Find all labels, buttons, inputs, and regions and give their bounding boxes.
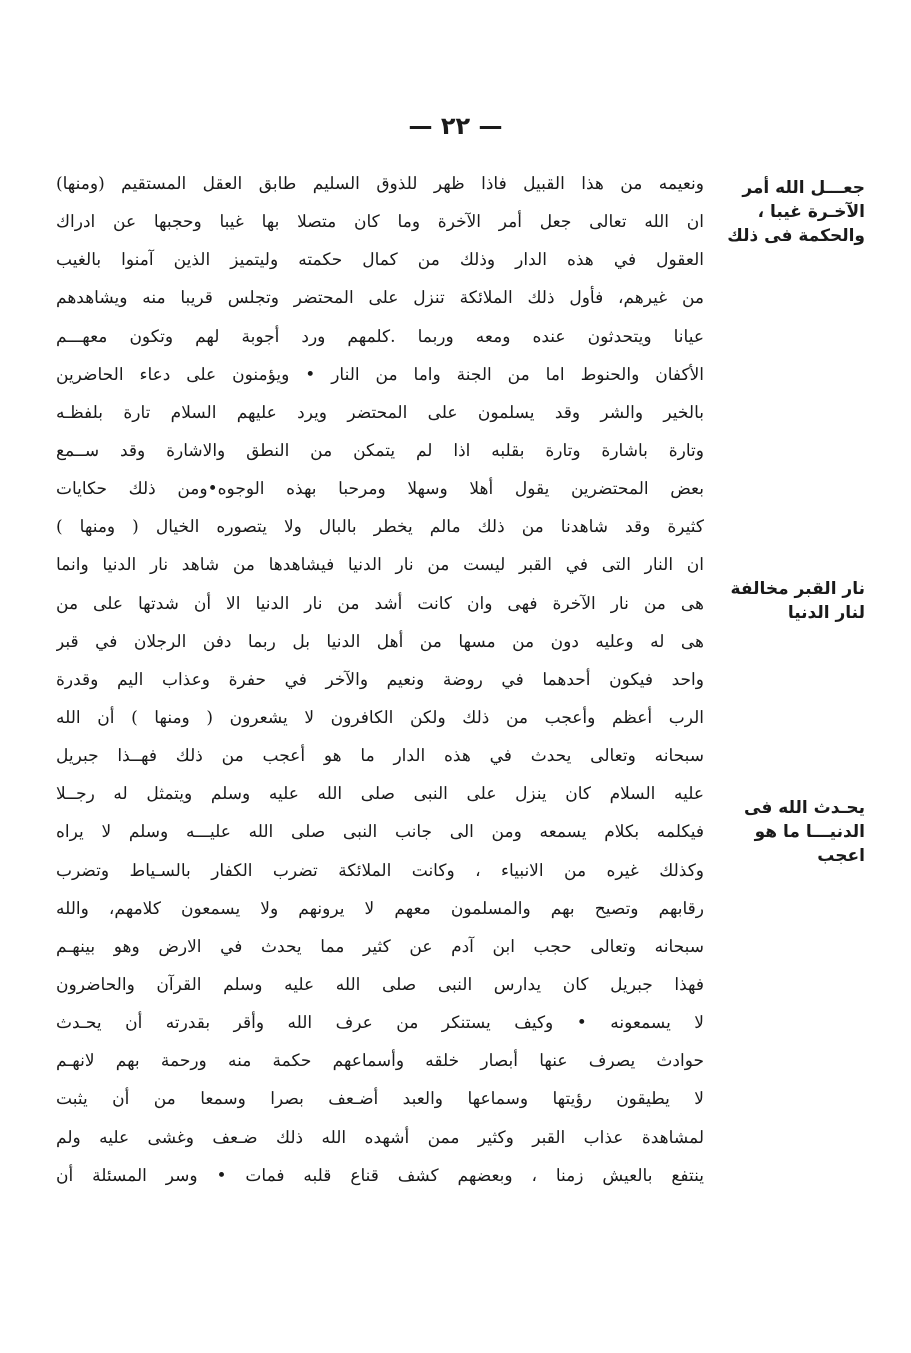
- text-line: لمشاهدة عذاب القبر وكثير ممن أشهده الله ذلك ضـعف وغشى عليه ولم: [56, 1127, 704, 1148]
- body-text: [56, 165, 704, 1195]
- text-line: ينتفع بالعيش زمنا ، وبعضهم كشف قناع قلبه فمات • وسر المسئلة أن: [56, 1165, 704, 1186]
- margin-note-line: اعجب: [817, 846, 865, 866]
- text-line: هى له وعليه دون من مسها من أهل الدنيا بل ربما دفن الرجلان في قبر: [56, 631, 704, 652]
- text-line: الأكفان والحنوط اما من الجنة واما من النار • ويؤمنون على دعاء الحاضرين: [56, 364, 704, 385]
- text-line: هى من نار الآخرة فهى وان كانت أشد من نار الدنيا الا أن شدتها على من: [56, 593, 704, 614]
- text-line: واحد فيكون أحدهما في روضة ونعيم والآخر في حفرة وعذاب اليم وقدرة: [56, 669, 704, 690]
- text-line: رقابهم وتصيح بهم والمسلمون معهم لا يرونهم ولا يسمعون كلامهم، والله: [56, 898, 704, 919]
- text-line: لا يطيقون رؤيتها وسماعها والعبد أضـعف بصرا وسمعا من أن يثبت: [56, 1089, 704, 1110]
- margin-note-afterlife-hidden: [717, 176, 865, 248]
- page-number: — ٢٢ —: [408, 112, 503, 140]
- text-line: الرب أعظم وأعجب من ذلك ولكن الكافرون لا يشعرون ( ومنها ) أن الله: [56, 707, 704, 728]
- text-line: حوادث يصرف عنها أبصار خلقه وأسماعهم حكمة منه ورحمة بهم لانهـم: [56, 1051, 704, 1072]
- text-line: عيانا ويتحدثون عنده ومعه وربما .كلمهم ورد أجوبة لهم وتكون معهـــم: [56, 326, 704, 347]
- margin-note-line: الآخـرة غيبا ،: [757, 202, 865, 222]
- text-line: بعض المحتضرين يقول أهلا وسهلا ومرحبا بهذه الوجوه•ومن ذلك حكايات: [56, 479, 704, 500]
- text-line: كثيرة وقد شاهدنا من ذلك مالم يخطر بالبال ولا يتصوره الخيال ( ومنها ): [56, 517, 704, 538]
- margin-note-line: لنار الدنيا: [787, 603, 865, 623]
- text-line: ان النار التى في القبر ليست من نار الدنيا فيشاهدها من شاهد نار الدنيا وانما: [56, 555, 704, 576]
- text-line: العقول في هذه الدار وذلك من كمال حكمته وليتميز الذين آمنوا بالغيب: [56, 250, 704, 271]
- margin-note-line: يحـدث الله فى: [744, 798, 865, 818]
- text-line: لا يسمعونه • وكيف يستنكر من عرف الله وأقر بقدرته أن يحـدث: [56, 1013, 704, 1034]
- margin-note-line: والحكمة فى ذلك: [727, 226, 865, 246]
- text-line: من غيرهم، فأول ذلك الملائكة تنزل على المحتضر وتجلس قريبا منه ويشاهدهم: [56, 288, 704, 309]
- margin-note-grave-fire: [717, 577, 865, 625]
- margin-note-line: نار القبر مخالفة: [730, 579, 865, 599]
- margin-note-line: الدنيـــا ما هو: [754, 822, 865, 842]
- text-line: ان الله تعالى جعل أمر الآخرة وما كان متصلا بها غيبا وحجبها عن ادراك: [56, 212, 704, 233]
- text-line: فهذا جبريل كان يدارس النبى صلى الله عليه وسلم القرآن والحاضرون: [56, 974, 704, 995]
- text-line: سبحانه وتعالى حجب ابن آدم عن كثير مما يحدث في الارض وهو بينهـم: [56, 936, 704, 957]
- text-line: فيكلمه بكلام يسمعه ومن الى جانب النبى صلى الله عليـــه وسلم لا يراه: [56, 822, 704, 843]
- margin-note-wonders: [717, 796, 865, 868]
- text-line: وكذلك غيره من الانبياء ، وكانت الملائكة تضرب الكفار بالسـياط وتضرب: [56, 860, 704, 881]
- text-line: وتارة باشارة وتارة بقلبه اذا لم يتمكن من النطق والاشارة وقد ســمع: [56, 440, 704, 461]
- text-line: ونعيمه من هذا القبيل فاذا ظهر للذوق السليم طابق العقل المستقيم (ومنها): [56, 174, 704, 194]
- text-line: بالخير والشر وقد يسلمون على المحتضر ويرد عليهم السلام تارة بلفظـه: [56, 402, 704, 423]
- margin-note-line: جعـــل الله أمر: [742, 178, 865, 198]
- text-line: سبحانه وتعالى يحدث في هذه الدار ما هو أعجب من ذلك فهــذا جبريل: [56, 746, 704, 767]
- text-line: عليه السلام كان ينزل على النبى صلى الله عليه وسلم ويتمثل له رجــلا: [56, 784, 704, 805]
